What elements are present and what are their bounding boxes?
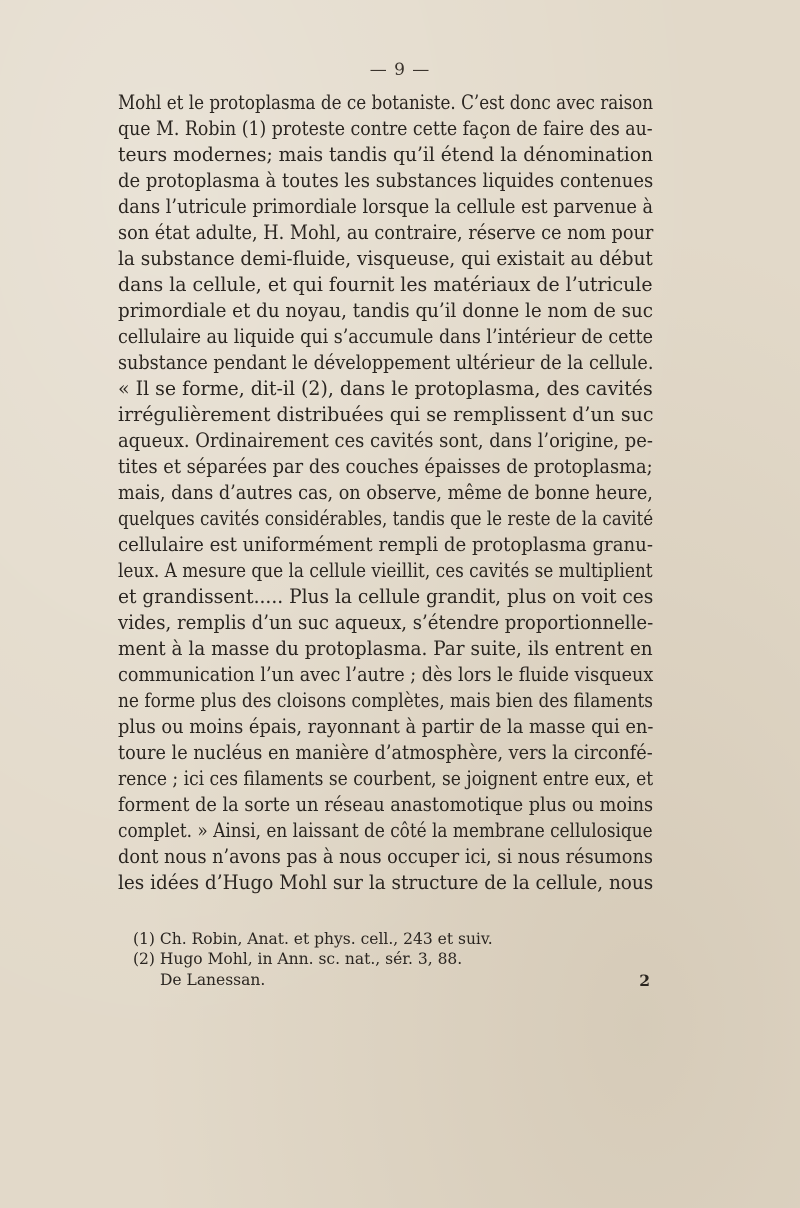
footnote: (1) Ch. Robin, Anat. et phys. cell., 243 et suiv.: [133, 930, 493, 948]
text-line: la substance demi-fluide, visqueuse, qui existait au début: [118, 247, 653, 270]
text-line: mais, dans d’autres cas, on observe, même de bonne heure,: [118, 481, 653, 504]
text-line: dans la cellule, et qui fournit les matériaux de l’utricule: [118, 273, 653, 296]
footnote: (2) Hugo Mohl, in Ann. sc. nat., sér. 3, 88.: [133, 950, 463, 968]
text-line: aqueux. Ordinairement ces cavités sont, dans l’origine, pe-: [118, 429, 653, 452]
text-line: ne forme plus des cloisons complètes, mais bien des filaments: [118, 689, 654, 712]
text-line: communication l’un avec l’autre ; dès lors le fluide visqueux: [118, 663, 654, 686]
text-line: plus ou moins épais, rayonnant à partir de la masse qui en-: [118, 715, 654, 738]
text-line: teurs modernes; mais tandis qu’il étend la dénomination: [118, 143, 654, 166]
text-line: « Il se forme, dit-il (2), dans le protoplasma, des cavités: [118, 377, 653, 400]
text-line: tites et séparées par des couches épaisses de protoplasma;: [118, 455, 653, 478]
page-number: — 9 —: [369, 60, 431, 80]
text-line: irrégulièrement distribuées qui se remplissent d’un suc: [118, 403, 654, 426]
text-line: quelques cavités considérables, tandis que le reste de la cavité: [118, 507, 654, 530]
footnotes: [133, 929, 653, 969]
text-line: ment à la masse du protoplasma. Par suite, ils entrent en: [118, 637, 653, 660]
text-line: toure le nucléus en manière d’atmosphère, vers la circonfé-: [118, 741, 653, 764]
text-line: dont nous n’avons pas à nous occuper ici, si nous résumons: [118, 845, 653, 868]
text-line: dans l’utricule primordiale lorsque la cellule est parvenue à: [118, 195, 653, 218]
signature-author: De Lanessan.: [160, 971, 266, 989]
text-line: que M. Robin (1) proteste contre cette façon de faire des au-: [118, 117, 653, 140]
text-line: leux. A mesure que la cellule vieillit, ces cavités se multiplient: [118, 559, 653, 582]
text-line: rence ; ici ces filaments se courbent, se joignent entre eux, et: [118, 767, 654, 790]
text-line: son état adulte, H. Mohl, au contraire, réserve ce nom pour: [118, 221, 654, 244]
signature-sheet-number: 2: [639, 971, 650, 990]
text-line: substance pendant le développement ultérieur de la cellule.: [118, 351, 654, 374]
text-line: et grandissent..... Plus la cellule grandit, plus on voit ces: [118, 585, 654, 608]
text-line: cellulaire est uniformément rempli de protoplasma granu-: [118, 533, 653, 556]
text-line: Mohl et le protoplasma de ce botaniste. C’est donc avec raison: [118, 91, 654, 114]
text-line: cellulaire au liquide qui s’accumule dans l’intérieur de cette: [118, 325, 653, 348]
text-line: vides, remplis d’un suc aqueux, s’étendre proportionnelle-: [118, 611, 654, 634]
body-text: [118, 90, 653, 896]
text-line: de protoplasma à toutes les substances liquides contenues: [118, 169, 654, 192]
text-line: primordiale et du noyau, tandis qu’il donne le nom de suc: [118, 299, 654, 322]
text-line: complet. » Ainsi, en laissant de côté la membrane cellulosique: [118, 819, 653, 842]
text-line: les idées d’Hugo Mohl sur la structure de la cellule, nous: [118, 871, 654, 894]
text-line: forment de la sorte un réseau anastomotique plus ou moins: [118, 793, 654, 816]
